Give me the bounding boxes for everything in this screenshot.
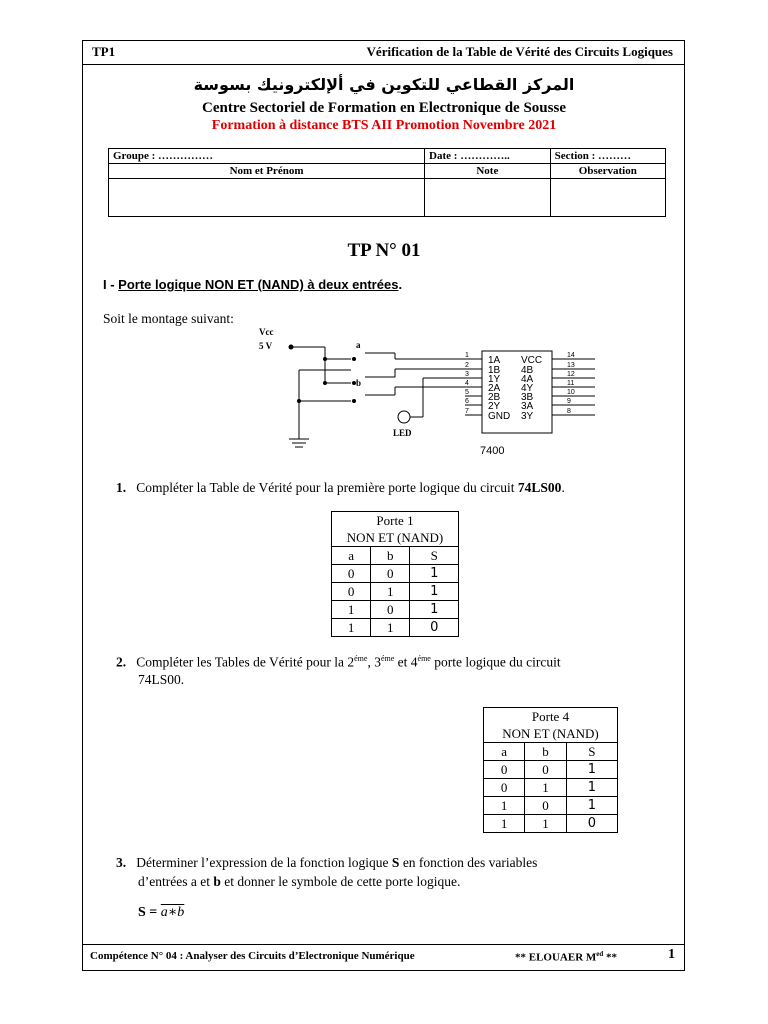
switch-b-label: b [356,378,362,388]
chip-pin-label: 3Y [521,411,534,422]
table1-header-b: b [371,547,410,565]
table-row: 0 1 1 [332,583,459,601]
pin-number: 12 [567,371,575,378]
table4-title: Porte 4 [484,708,618,726]
table1-title: Porte 1 [332,512,459,530]
chip-pin-label: 4A [521,374,534,385]
observation-cell[interactable] [550,179,665,217]
institution-french: Centre Sectoriel de Formation en Electronique de Sousse [202,100,566,116]
output-cell[interactable]: 0 [566,815,617,833]
question-2: 2. Compléter les Tables de Vérité pour la $2^{éme}$, $3^{éme}$ et $4^{éme}$ porte logique du circuit [116,654,561,670]
table4-header-b: b [525,743,566,761]
question-2-line2: 74LS00. [138,672,185,687]
date-field[interactable]: Date : ………….. [425,149,551,164]
switch-a-label: a [356,340,361,350]
pin-number: 14 [567,352,575,359]
table4-header-a: a [484,743,525,761]
pin-number: 3 [465,371,469,378]
chip-pin-label: 2B [488,392,501,403]
groupe-field[interactable]: Groupe : …………… [109,149,425,164]
pin-number: 2 [465,362,469,369]
student-info-table [108,148,666,217]
chip-pin-label: 3A [521,401,534,412]
col-observation-header: Observation [550,164,665,179]
header-left: TP1 [92,44,116,59]
table-row: 0 1 1 [484,779,618,797]
table-row: 1 0 1 [332,601,459,619]
question-3-line2: d’entrées a et b et donner le symbole de cette porte logique. [138,874,461,889]
chip-pin-label: GND [488,411,511,422]
5v-label: 5 V [259,341,273,351]
pin-number: 6 [465,398,469,405]
table-row: 1 0 1 [484,797,618,815]
table-row: 1 1 0 [484,815,618,833]
table-row: 0 0 1 [484,761,618,779]
answer-expr[interactable]: a∗b [160,905,185,920]
chip-pin-label: 4B [521,365,534,376]
footer-divider [82,944,685,945]
chip-pin-label: 3B [521,392,534,403]
institution-arabic: المركز القطاعي للتكوين في ألإلكترونيك بسوسة [193,75,575,94]
col-nom-header: Nom et Prénom [109,164,425,179]
table-row: 0 0 1 [332,565,459,583]
col-note-header: Note [425,164,551,179]
table1-header-s: S [410,547,459,565]
output-cell[interactable]: 1 [410,565,459,583]
chip-pin-label: 1A [488,355,501,366]
question-3: 3. Déterminer l’expression de la fonction logique S en fonction des variables [116,855,538,870]
truth-table-porte-1 [331,511,459,637]
chip-pin-label: 1Y [488,374,501,385]
chip-pin-label: 2A [488,383,501,394]
pin-number: 7 [465,408,469,415]
table4-subtitle: NON ET (NAND) [484,725,618,743]
nom-cell[interactable] [109,179,425,217]
footer-left: Compétence N° 04 : Analyser des Circuits d’Electronique Numérique [90,950,415,962]
output-cell[interactable]: 1 [566,797,617,815]
truth-table-porte-4 [483,707,618,833]
table1-subtitle: NON ET (NAND) [332,529,459,547]
circuit-diagram [255,325,605,460]
pin-number: 1 [465,352,469,359]
chip-pin-label: 4Y [521,383,534,394]
table4-header-s: S [566,743,617,761]
output-cell[interactable]: 1 [566,779,617,797]
program-line: Formation à distance BTS AII Promotion Novembre 2021 [211,118,557,133]
pin-number: 4 [465,380,469,387]
output-cell[interactable]: 1 [566,761,617,779]
chip-name: 7400 [480,445,505,457]
chip-pin-label: 2Y [488,401,501,412]
pin-number: 8 [567,408,571,415]
question-1: 1. Compléter la Table de Vérité pour la première porte logique du circuit 74LS00. [116,480,565,495]
page-number: 1 [668,947,675,962]
section-heading: I - Porte logique NON ET (NAND) à deux entrées. [103,277,403,292]
footer-right: ** ELOUAER $M^{ed}$ ** [515,950,618,964]
header-divider [82,64,685,65]
table-row: 1 1 0 [332,619,459,637]
tp-title: TP N° 01 [347,240,421,261]
pin-number: 9 [567,398,571,405]
chip-pin-label: 1B [488,365,501,376]
header-right: Vérification de la Table de Vérité des Circuits Logiques [366,44,673,59]
output-cell[interactable]: 1 [410,601,459,619]
table1-header-a: a [332,547,371,565]
chip-pin-label: VCC [521,355,543,366]
output-cell[interactable]: 0 [410,619,459,637]
answer-expression: S = a∗b [138,905,185,920]
pin-number: 11 [567,380,575,387]
pin-number: 10 [567,389,575,396]
note-cell[interactable] [425,179,551,217]
output-cell[interactable]: 1 [410,583,459,601]
section-field[interactable]: Section : ……… [550,149,665,164]
pin-number: 5 [465,389,469,396]
led-label: LED [393,428,412,438]
pin-number: 13 [567,362,575,369]
vcc-label: Vcc [259,327,274,337]
intro-text: Soit le montage suivant: [103,311,234,326]
